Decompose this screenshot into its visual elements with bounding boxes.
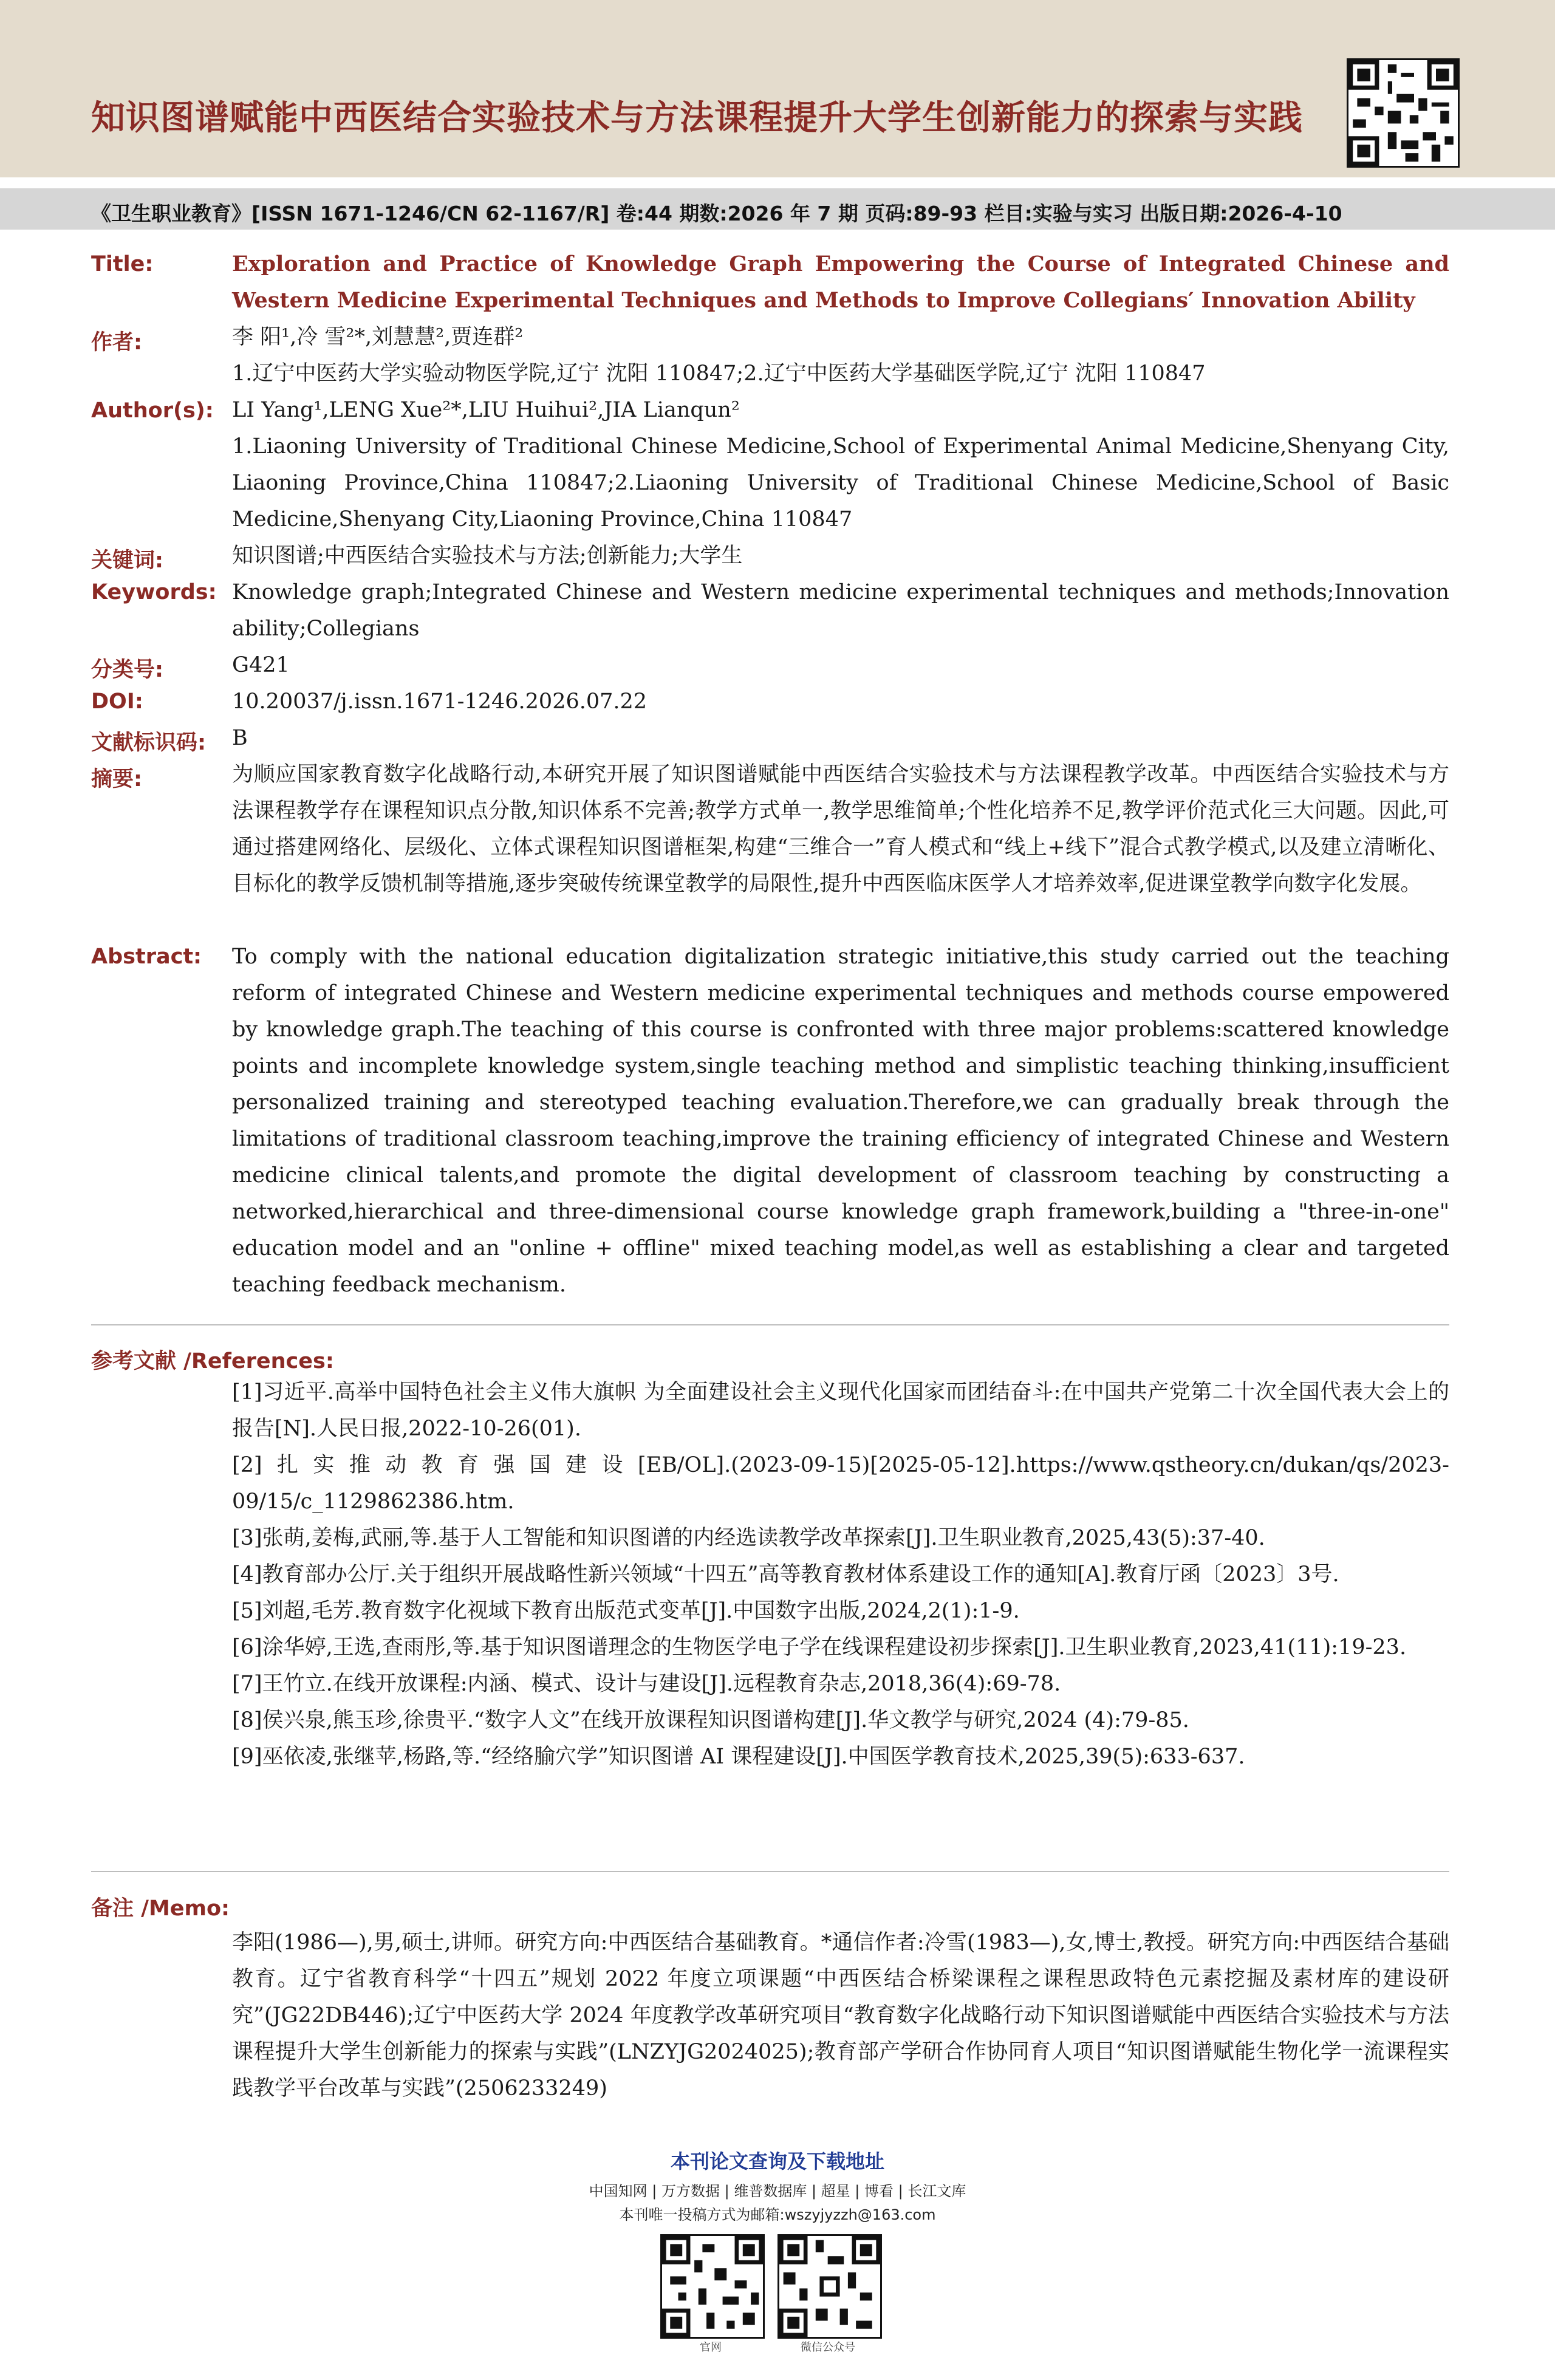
- website-qr-code-icon: [660, 2234, 765, 2339]
- keywords-cn: 知识图谱;中西医结合实验技术与方法;创新能力;大学生: [232, 544, 743, 568]
- authors-cn-block: [232, 319, 1449, 392]
- keywords-en: Knowledge graph;Integrated Chinese and Western medicine experimental techniques and methods;Innovation ability;Collegians: [232, 580, 1449, 641]
- authors-cn-label: 作者:: [91, 330, 142, 355]
- abstract-cn: 为顺应国家教育数字化战略行动,本研究开展了知识图谱赋能中西医结合实验技术与方法课程教学改革。中西医结合实验技术与方法课程教学存在课程知识点分散,知识体系不完善;教学方式单一,教学思维简单;个性化培养不足,教学评价范式化三大问题。因此,可通过搭建网络化、层级化、立体式课程知识图谱框架,构建“三维合一”育人模式和“线上+线下”混合式教学模式,以及建立清晰化、目标化的教学反馈机制等措施,逐步突破传统课堂教学的局限性,提升中西医临床医学人才培养效率,促进课堂教学向数字化发展。: [232, 762, 1449, 896]
- authors-en-label: Author(s):: [91, 398, 214, 423]
- class-label: 分类号:: [91, 658, 163, 682]
- authors-en: LI Yang¹,LENG Xue²*,LIU Huihui²,JIA Lianqun²: [232, 398, 740, 422]
- reference-item: [7]王竹立.在线开放课程:内涵、模式、设计与建设[J].远程教育杂志,2018,36(4):69-78.: [232, 1672, 1061, 1696]
- reference-item: [6]涂华婷,王选,查雨彤,等.基于知识图谱理念的生物医学电子学在线课程建设初步探索[J].卫生职业教育,2023,41(11):19-23.: [232, 1635, 1407, 1660]
- footer-title: 本刊论文查询及下载地址: [670, 2150, 884, 2173]
- reference-item: [4]教育部办公厅.关于组织开展战略性新兴领域“十四五”高等教育教材体系建设工作的通知[A].教育厅函〔2023〕3号.: [232, 1562, 1339, 1587]
- references-list: [232, 1374, 1449, 1775]
- affiliations-en: 1.Liaoning University of Traditional Chinese Medicine,School of Experimental Animal Medicine,Shenyang City, Liaoning Province,China 110847;2.Liaoning University of Traditional Chinese Medicine,School of Basic Medicine,Shenyang City,Liaoning Province,China 110847: [232, 434, 1449, 532]
- reference-item: [2]扎实推动教育强国建设[EB/OL].(2023-09-15)[2025-05-12].https://www.qstheory.cn/dukan/qs/2023-09/15/c_1129862386.htm.: [232, 1453, 1449, 1514]
- doccode-value: B: [232, 726, 248, 750]
- class-value: G421: [232, 653, 290, 677]
- doi-value: 10.20037/j.issn.1671-1246.2026.07.22: [232, 689, 648, 714]
- keywords-cn-label: 关键词:: [91, 549, 163, 573]
- title-en: Exploration and Practice of Knowledge Graph Empowering the Course of Integrated Chinese and Western Medicine Experimental Techniques and Methods to Improve Collegians′ Innovation Ability: [232, 251, 1449, 313]
- divider: [91, 1324, 1449, 1325]
- citation-line: 《卫生职业教育》[ISSN 1671-1246/CN 62-1167/R] 卷:44 期数:2026 年 7 期 页码:89-93 栏目:实验与实习 出版日期:2026-4-10: [91, 202, 1342, 225]
- header-band: [0, 0, 1555, 177]
- database-list: 中国知网 | 万方数据 | 维普数据库 | 超星 | 博看 | 长江文库: [589, 2183, 966, 2200]
- wechat-qr-caption: 微信公众号: [801, 2341, 855, 2354]
- reference-item: [5]刘超,毛芳.教育数字化视域下教育出版范式变革[J].中国数字出版,2024,2(1):1-9.: [232, 1599, 1020, 1623]
- doccode-label: 文献标识码:: [91, 731, 206, 755]
- memo-label: 备注 /Memo:: [91, 1896, 230, 1921]
- wechat-qr-code-icon: [778, 2234, 882, 2339]
- keywords-en-label: Keywords:: [91, 580, 217, 604]
- references-label: 参考文献 /References:: [91, 1349, 334, 1373]
- abstract-en-label: Abstract:: [91, 945, 202, 969]
- abstract-en: To comply with the national education digitalization strategic initiative,this study carried out the teaching reform of integrated Chinese and Western medicine experimental techniques and methods course empowered by knowledge graph.The teaching of this course is confronted with three major problems:scattered knowledge points and incomplete knowledge system,single teaching method and simplistic teaching thinking,insufficient personalized training and stereotyped teaching evaluation.Therefore,we can gradually break through the limitations of traditional classroom teaching,improve the training efficiency of integrated Chinese and Western medicine clinical talents,and promote the digital development of classroom teaching by constructing a networked,hierarchical and three-dimensional course knowledge graph framework,building a "three-in-one" education model and an "online + offline" mixed teaching model,as well as establishing a clear and targeted teaching feedback mechanism.: [232, 945, 1449, 1297]
- submission-email: 本刊唯一投稿方式为邮箱:wszyjyzzh@163.com: [619, 2206, 936, 2223]
- memo-text: 李阳(1986—),男,硕士,讲师。研究方向:中西医结合基础教育。*通信作者:冷雪(1983—),女,博士,教授。研究方向:中西医结合基础教育。辽宁省教育科学“十四五”规划 2022 年度立项课题“中西医结合桥梁课程之课程思政特色元素挖掘及素材库的建设研究”(JG22DB446);辽宁中医药大学 2024 年度教学改革研究项目“教育数字化战略行动下知识图谱赋能中西医结合实验技术与方法课程提升大学生创新能力的探索与实践”(LNZYJG2024025);教育部产学研合作协同育人项目“知识图谱赋能生物化学一流课程实践教学平台改革与实践”(2506233249): [232, 1930, 1449, 2101]
- doi-label: DOI:: [91, 689, 143, 714]
- authors-cn: 李 阳¹,冷 雪²*,刘慧慧²,贾连群²: [232, 325, 524, 349]
- website-qr-caption: 官网: [700, 2341, 722, 2354]
- abstract-cn-label: 摘要:: [91, 767, 142, 792]
- affiliations-cn: 1.辽宁中医药大学实验动物医学院,辽宁 沈阳 110847;2.辽宁中医药大学基础医学院,辽宁 沈阳 110847: [232, 361, 1206, 386]
- qr-code-icon: [1347, 58, 1460, 168]
- reference-item: [1]习近平.高举中国特色社会主义伟大旗帜 为全面建设社会主义现代化国家而团结奋斗:在中国共产党第二十次全国代表大会上的报告[N].人民日报,2022-10-26(01).: [232, 1380, 1449, 1441]
- reference-item: [3]张萌,姜梅,武丽,等.基于人工智能和知识图谱的内经选读教学改革探索[J].卫生职业教育,2025,43(5):37-40.: [232, 1526, 1265, 1550]
- reference-item: [9]巫依凌,张继苹,杨路,等.“经络腧穴学”知识图谱 AI 课程建设[J].中国医学教育技术,2025,39(5):633-637.: [232, 1745, 1245, 1769]
- title-label: Title:: [91, 252, 154, 276]
- divider: [91, 1871, 1449, 1872]
- authors-en-block: [232, 392, 1449, 538]
- reference-item: [8]侯兴泉,熊玉珍,徐贵平.“数字人文”在线开放课程知识图谱构建[J].华文教学与研究,2024 (4):79-85.: [232, 1708, 1189, 1732]
- article-title-cn: 知识图谱赋能中西医结合实验技术与方法课程提升大学生创新能力的探索与实践: [91, 98, 1303, 138]
